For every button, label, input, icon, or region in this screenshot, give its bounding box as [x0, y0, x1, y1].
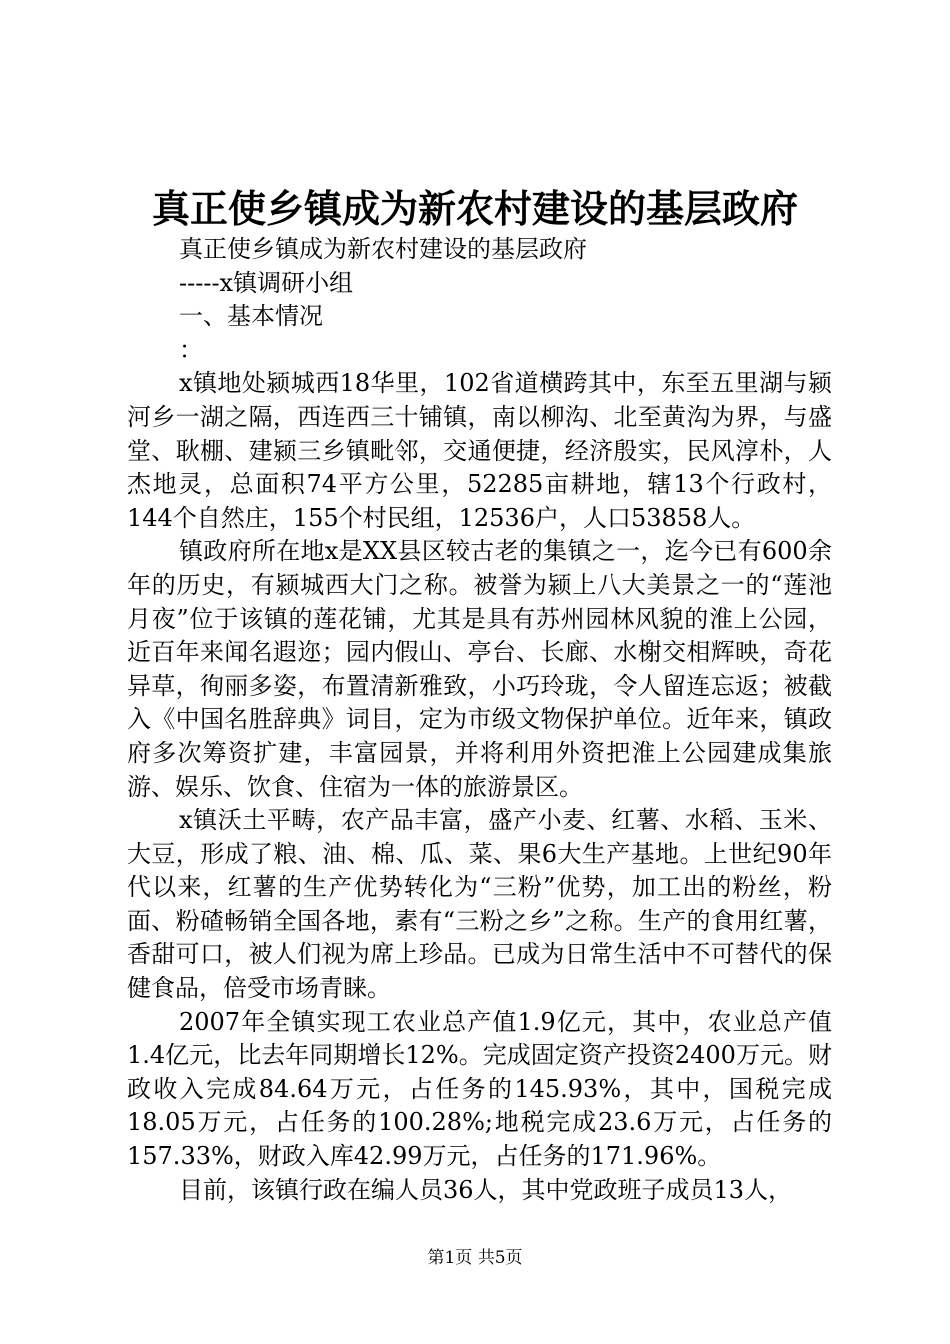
section-colon: ： — [179, 335, 203, 364]
document-subtitle: 真正使乡镇成为新农村建设的基层政府 — [179, 235, 587, 263]
paragraph-staff: 目前，该镇行政在编人员36人，其中党政班子成员13人， — [179, 1175, 793, 1204]
paragraph-location: x镇地处颍城西18华里，102省道横跨其中，东至五里湖与颍河乡一湖之隔，西连西三十铺镇，南以柳沟、北至黄沟为界，与盛堂、耿棚、建颍三乡镇毗邻，交通便捷，经济殷实，民风淳朴，人杰地灵，总面积74平方公里，52285亩耕地，辖13个行政村，144个自然庄，155个村民组，12536户，人口53858人。 — [127, 369, 832, 532]
document-body — [127, 233, 832, 1207]
paragraph-agriculture: x镇沃土平畴，农产品丰富，盛产小麦、红薯、水稻、玉米、大豆，形成了粮、油、棉、瓜、菜、果6大生产基地。上世纪90年代以来，红薯的生产优势转化为“三粉”优势，加工出的粉丝，粉面、粉碴畅销全国各地，素有“三粉之乡”之称。生产的食用红薯，香甜可口，被人们视为席上珍品。已成为日常生活中不可替代的保健食品，倍受市场青睐。 — [127, 806, 832, 1003]
paragraph-economy: 2007年全镇实现工农业总产值1.9亿元，其中，农业总产值1.4亿元，比去年同期增长12%。完成固定资产投资2400万元。财政收入完成84.64万元，占任务的145.93%，其中，国税完成18.05万元，占任务的100.28%;地税完成23.6万元，占任务的157.33%，财政入库42.99万元，占任务的171.96%。 — [127, 1007, 832, 1171]
paragraph-history: 镇政府所在地x是XX县区较古老的集镇之一，迄今已有600余年的历史，有颍城西大门之称。被誉为颍上八大美景之一的“莲池月夜”位于该镇的莲花铺，尤其是具有苏州园林风貌的淮上公园，近百年来闻名遐迩；园内假山、亭台、长廊、水榭交相辉映，奇花异草，徇丽多姿，布置清新雅致，小巧玲珑，令人留连忘返；被截入《中国名胜辞典》词目，定为市级文物保护单位。近年来，镇政府多次筹资扩建，丰富园景，并将利用外资把淮上公园建成集旅游、娱乐、饮食、住宿为一体的旅游景区。 — [127, 537, 832, 801]
document-title: 真正使乡镇成为新农村建设的基层政府 — [151, 186, 798, 231]
document-author: -----x镇调研小组 — [179, 268, 354, 297]
section-heading: 一、基本情况 — [179, 302, 323, 331]
page-footer: 第1页 共5页 — [427, 1248, 523, 1268]
